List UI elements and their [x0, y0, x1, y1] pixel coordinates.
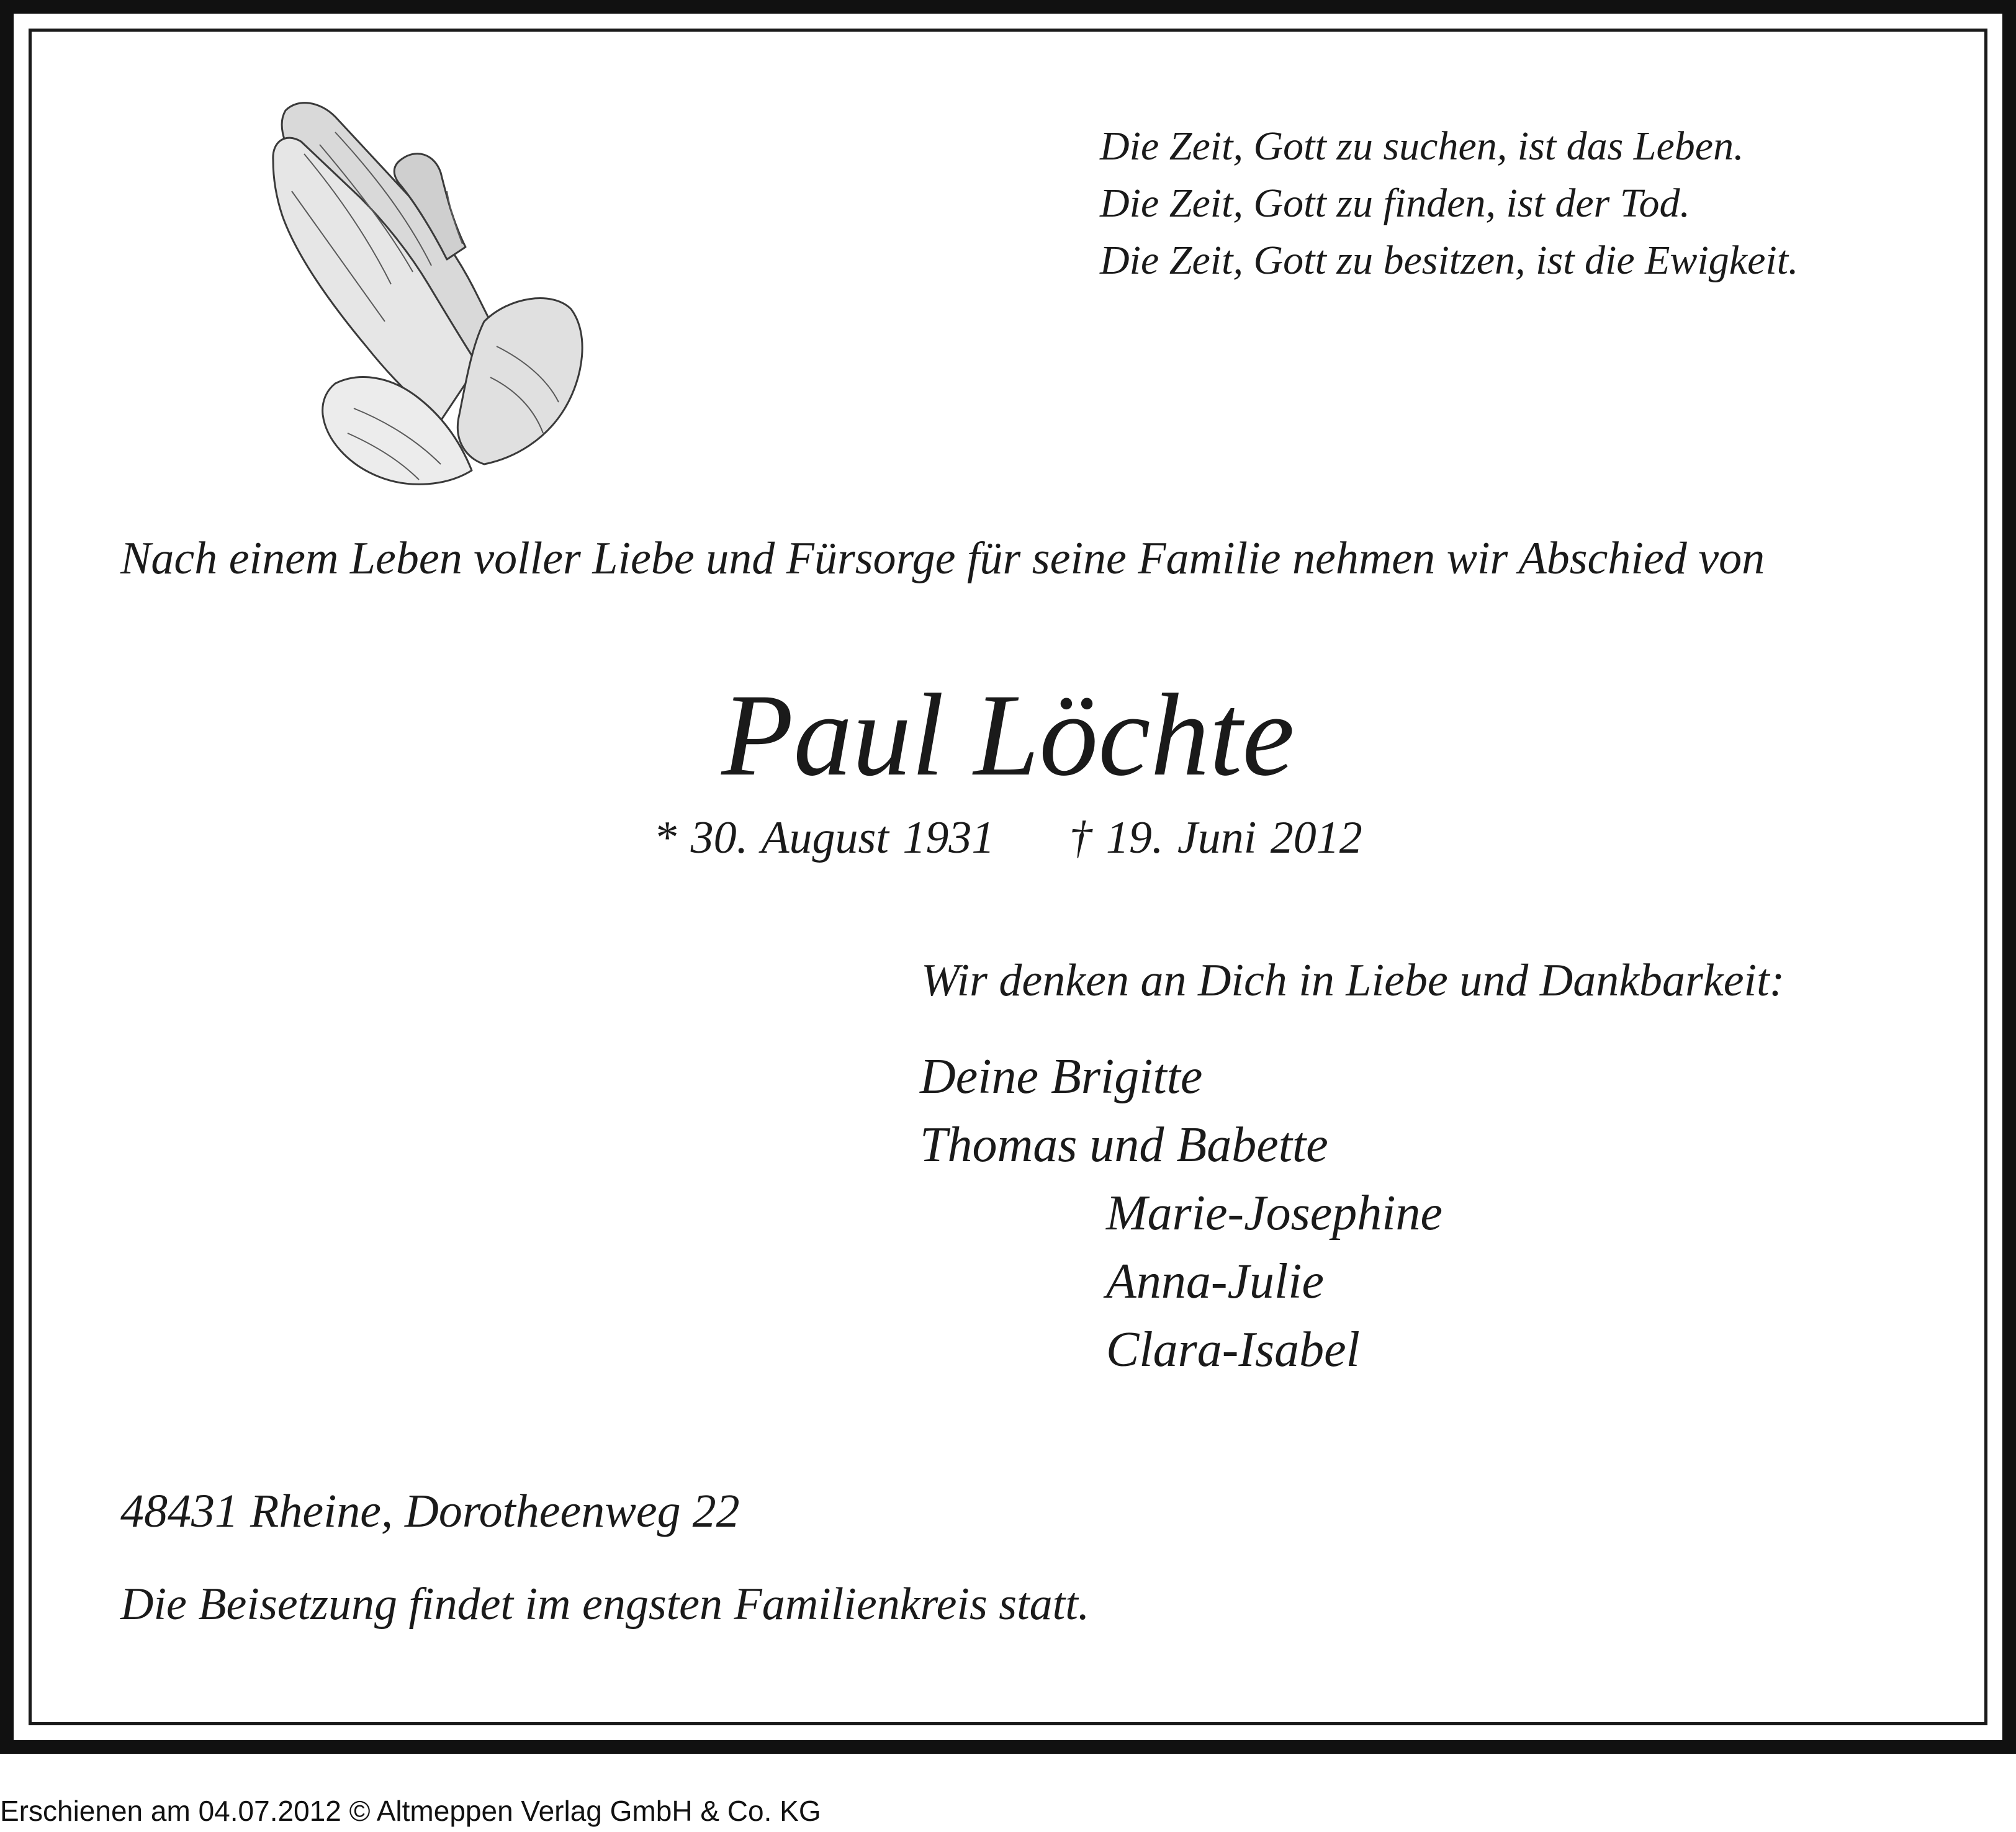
quote-line: Die Zeit, Gott zu besitzen, ist die Ewigkeit.	[1100, 238, 1799, 283]
family-member: Deine Brigitte	[920, 1049, 1203, 1104]
death-date: † 19. Juni 2012	[1069, 812, 1362, 863]
grandchild: Anna-Julie	[1106, 1254, 1324, 1309]
burial-notice: Die Beisetzung findet im engsten Familienkreis statt.	[120, 1579, 1090, 1630]
family-list	[920, 1043, 1442, 1384]
farewell-intro: Nach einem Leben voller Liebe und Fürsorge für seine Familie nehmen wir Abschied von	[120, 533, 1765, 584]
publication-footer: Erschienen am 04.07.2012 © Altmeppen Verlag GmbH & Co. KG	[0, 1795, 821, 1827]
remembrance-line: Wir denken an Dich in Liebe und Dankbarkeit:	[921, 955, 1785, 1006]
epitaph-quote	[1100, 118, 1799, 289]
life-dates	[0, 807, 2016, 869]
grandchild: Clara-Isabel	[1106, 1322, 1360, 1377]
deceased-name: Paul Löchte	[721, 670, 1295, 801]
family-address: 48431 Rheine, Dorotheenweg 22	[120, 1485, 740, 1537]
quote-line: Die Zeit, Gott zu finden, ist der Tod.	[1100, 181, 1690, 226]
quote-line: Die Zeit, Gott zu suchen, ist das Leben.	[1100, 123, 1744, 169]
family-member: Thomas und Babette	[920, 1118, 1328, 1172]
birth-date: * 30. August 1931	[654, 812, 995, 863]
praying-hands-icon	[261, 86, 596, 495]
grandchild: Marie-Josephine	[1106, 1186, 1443, 1241]
